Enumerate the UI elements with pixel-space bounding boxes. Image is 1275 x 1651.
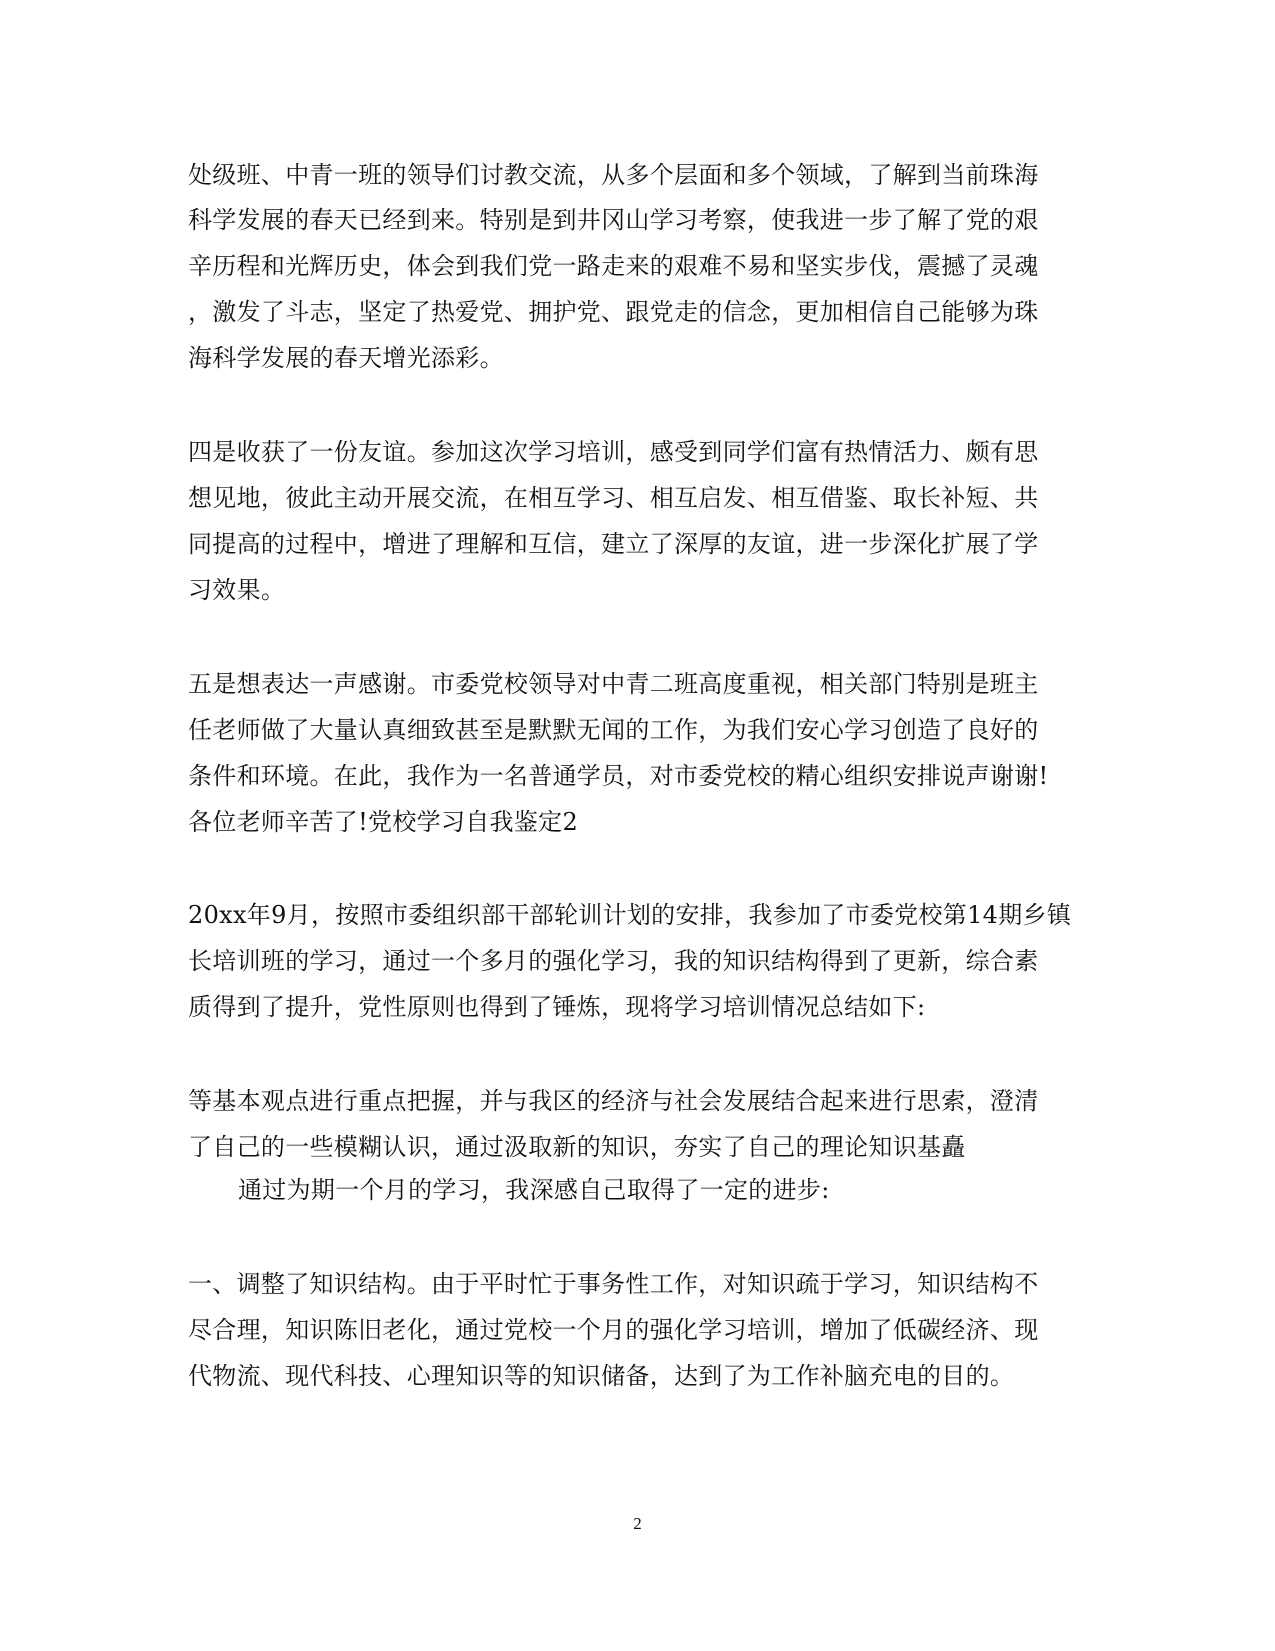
text-line: 等基本观点进行重点把握，并与我区的经济与社会发展结合起来进行思索，澄清 [188, 1087, 1039, 1115]
text-line: 质得到了提升，党性原则也得到了锤炼，现将学习培训情况总结如下: [188, 993, 926, 1021]
text-line: 海科学发展的春天增光添彩。 [188, 344, 504, 372]
text-line: 辛历程和光辉历史，体会到我们党一路走来的艰难不易和坚实步伐，震撼了灵魂 [188, 252, 1039, 280]
text-line: 科学发展的春天已经到来。特别是到井冈山学习考察，使我进一步了解了党的艰 [188, 206, 1039, 234]
text-line: 同提高的过程中，增进了理解和互信，建立了深厚的友谊，进一步深化扩展了学 [188, 530, 1039, 558]
page-number: 2 [633, 1514, 642, 1533]
text-line: 处级班、中青一班的领导们讨教交流，从多个层面和多个领域，了解到当前珠海 [188, 161, 1039, 189]
text-line: 条件和环境。在此，我作为一名普通学员，对市委党校的精心组织安排说声谢谢! [188, 762, 1049, 790]
text-line: 一、调整了知识结构。由于平时忙于事务性工作，对知识疏于学习，知识结构不 [188, 1270, 1039, 1298]
text-line: 任老师做了大量认真细致甚至是默默无闻的工作，为我们安心学习创造了良好的 [188, 716, 1039, 744]
text-line: 20xx年9月，按照市委组织部干部轮训计划的安排，我参加了市委党校第14期乡镇 [188, 901, 1072, 929]
text-line: ，激发了斗志，坚定了热爱党、拥护党、跟党走的信念，更加相信自己能够为珠 [188, 298, 1039, 326]
text-line: 五是想表达一声感谢。市委党校领导对中青二班高度重视，相关部门特别是班主 [188, 670, 1039, 698]
text-line: 了自己的一些模糊认识，通过汲取新的知识，夯实了自己的理论知识基矗 [188, 1133, 966, 1161]
text-line: 各位老师辛苦了!党校学习自我鉴定2 [188, 808, 579, 836]
text-line: 习效果。 [188, 576, 286, 604]
text-line: 想见地，彼此主动开展交流，在相互学习、相互启发、相互借鉴、取长补短、共 [188, 484, 1039, 512]
text-line: 通过为期一个月的学习，我深感自己取得了一定的进步: [238, 1176, 830, 1204]
text-line: 长培训班的学习，通过一个多月的强化学习，我的知识结构得到了更新，综合素 [188, 947, 1039, 975]
text-line: 四是收获了一份友谊。参加这次学习培训，感受到同学们富有热情活力、颇有思 [188, 438, 1039, 466]
text-line: 尽合理，知识陈旧老化，通过党校一个月的强化学习培训，增加了低碳经济、现 [188, 1316, 1039, 1344]
text-line: 代物流、现代科技、心理知识等的知识储备，达到了为工作补脑充电的目的。 [188, 1362, 1015, 1390]
